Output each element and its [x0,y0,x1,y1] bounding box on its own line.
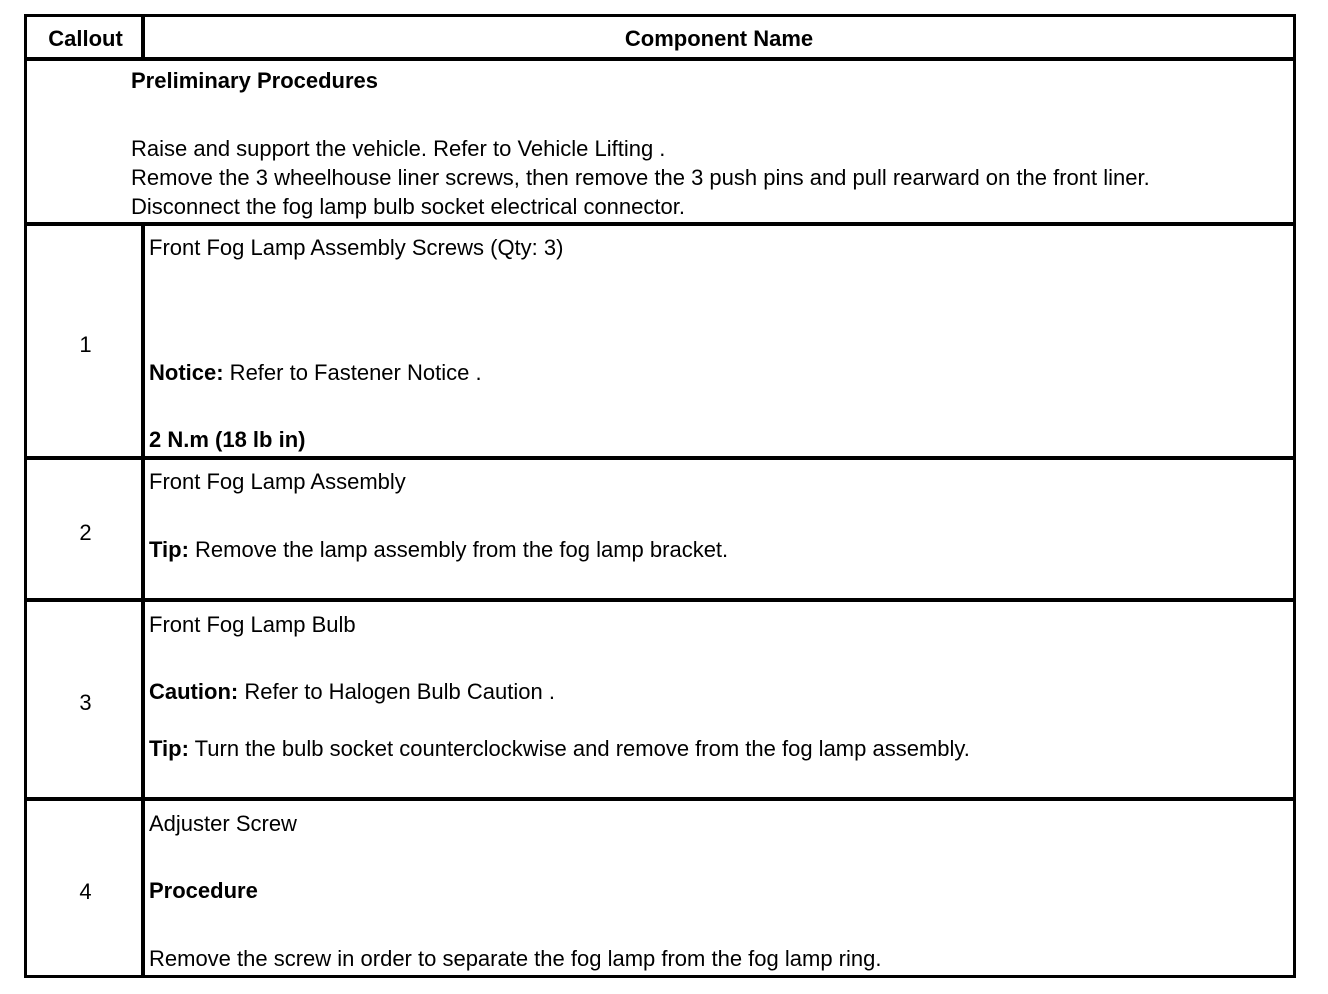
header-rule [27,57,1293,61]
preliminary-line: Remove the 3 wheelhouse liner screws, then remove the 3 push pins and pull rearward on the front liner. [131,165,1150,190]
tip-text: Turn the bulb socket counterclockwise and remove from the fog lamp assembly. [188,736,970,761]
component-name: Front Fog Lamp Bulb [149,612,356,637]
row-rule [27,598,1293,602]
caution-label: Caution: [149,679,239,704]
notice-text: Refer to Fastener Notice . [223,360,482,385]
preliminary-line: Raise and support the vehicle. Refer to Vehicle Lifting . [131,136,666,161]
preliminary-title: Preliminary Procedures [131,68,379,93]
tip-label: Tip: [149,736,189,761]
notice-line [149,358,482,387]
row-rule [27,222,1293,226]
callout-number: 4 [79,879,92,904]
tip-line [149,535,728,564]
component-name: Front Fog Lamp Assembly Screws (Qty: 3) [149,235,564,260]
callout-number: 1 [79,332,92,357]
tip-line [149,734,970,763]
caution-text: Refer to Halogen Bulb Caution . [238,679,555,704]
preliminary-line: Disconnect the fog lamp bulb socket electrical connector. [131,194,685,219]
header-callout: Callout [48,26,123,51]
procedure-table [24,14,1296,978]
component-name: Adjuster Screw [149,811,297,836]
component-name: Front Fog Lamp Assembly [149,469,406,494]
caution-line [149,677,555,706]
callout-number: 2 [79,520,92,545]
notice-label: Notice: [149,360,224,385]
tip-label: Tip: [149,537,189,562]
torque-spec: 2 N.m (18 lb in) [149,427,306,452]
header-component-name: Component Name [624,26,814,51]
callout-number: 3 [79,690,92,715]
procedure-label: Procedure [149,878,258,903]
row-rule [27,456,1293,460]
row-rule [27,797,1293,801]
procedure-text: Remove the screw in order to separate the fog lamp from the fog lamp ring. [149,946,882,971]
tip-text: Remove the lamp assembly from the fog lamp bracket. [188,537,729,562]
